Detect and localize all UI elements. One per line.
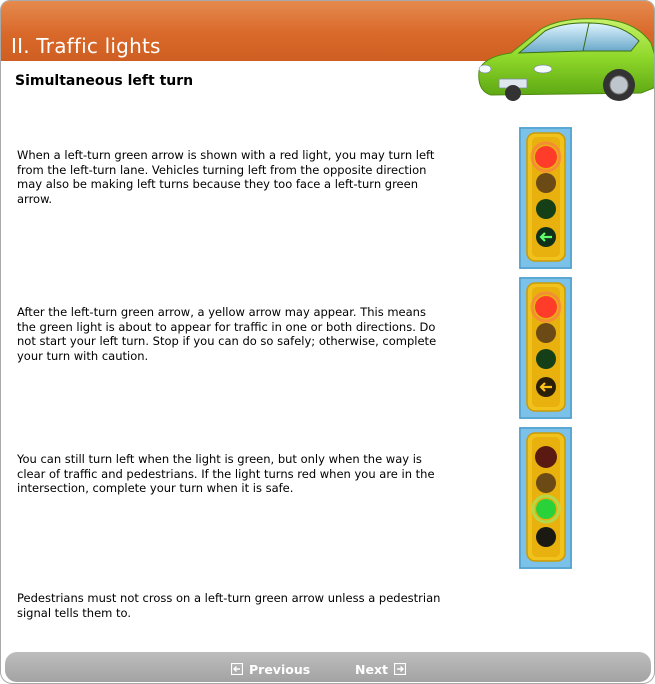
previous-label: Previous [249,661,311,677]
paragraph-4: Pedestrians must not cross on a left-turn green arrow unless a pedestrian signal tells them to. [17,591,441,620]
page-title: II. Traffic lights [11,34,161,58]
red-lamp-on [535,146,557,168]
paragraph-1: When a left-turn green arrow is shown with a red light, you may turn left from the left-turn lane. Vehicles turning left from the opposite direction may also be making left turns because they too face a left-turn green arrow. [17,148,435,206]
traffic-light-red-green-arrow [519,127,572,269]
arrow-right-icon [394,663,406,675]
traffic-light-red-yellow-arrow [519,277,572,419]
next-label: Next [355,661,388,677]
section-subtitle: Simultaneous left turn [15,73,194,89]
next-button[interactable] [355,661,406,677]
car-illustration [471,9,655,104]
traffic-light-green [519,427,572,569]
paragraph-3: You can still turn left when the light is green, but only when the way is clear of traffic and pedestrians. If the light turns red when you are in the intersection, complete your turn when it is safe. [17,452,435,495]
previous-button[interactable] [231,661,310,677]
paragraph-2: After the left-turn green arrow, a yellow arrow may appear. This means the green light is about to appear for traffic in one or both directions. Do not start your left turn. Stop if you can do so safely; otherwise, complete your turn with caution. [17,305,437,363]
navigation-footer [5,652,651,682]
arrow-left-icon [231,663,243,675]
